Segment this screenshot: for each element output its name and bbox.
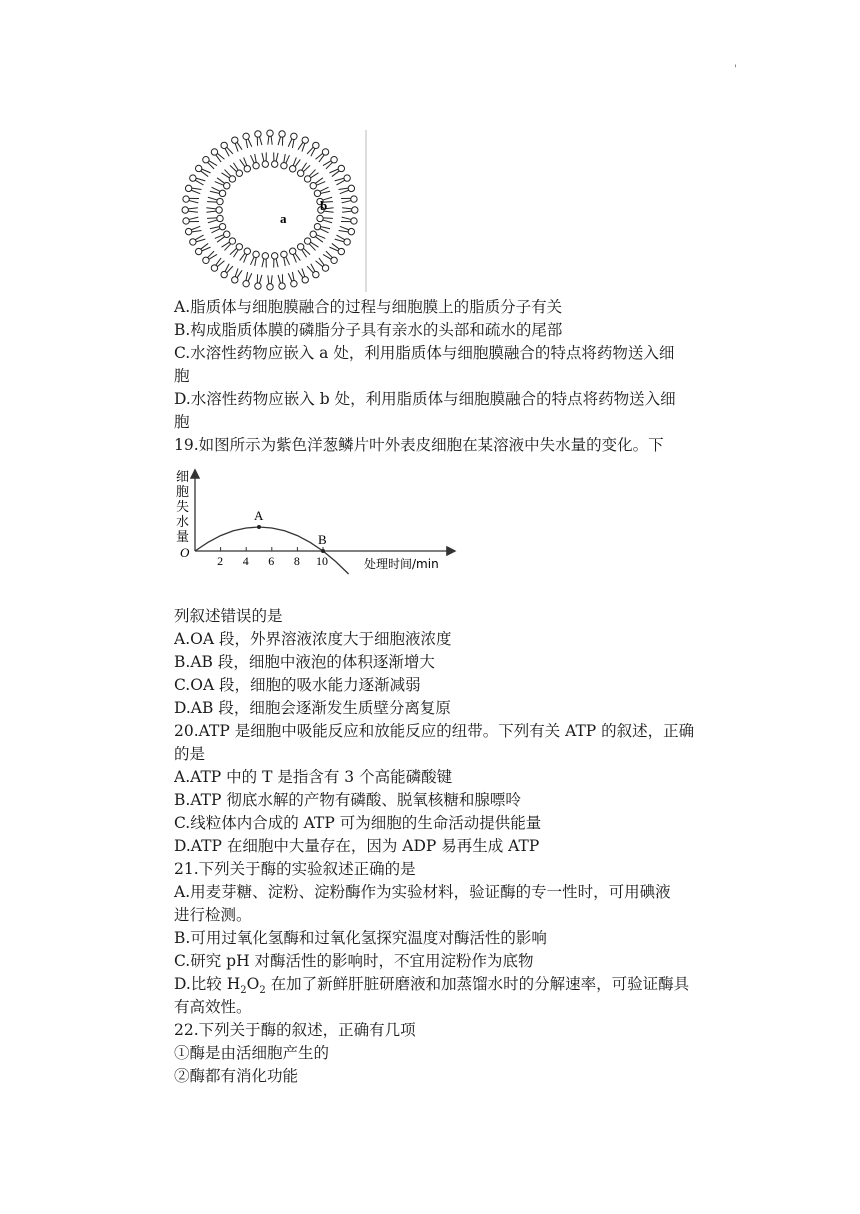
- phospholipid-head: [190, 239, 196, 245]
- phospholipid-tail: [192, 231, 201, 232]
- phospholipid-tail: [320, 187, 328, 191]
- q20-stem-line2: 的是: [174, 745, 206, 763]
- phospholipid-tail: [339, 231, 348, 232]
- q20-option-c: C.线粒体内合成的 ATP 可为细胞的生命活动提供能量: [174, 814, 542, 832]
- phospholipid-tail: [211, 187, 219, 191]
- phospholipid-tail: [276, 153, 278, 162]
- phospholipid-tail: [235, 143, 238, 151]
- phospholipid-tail: [211, 229, 219, 233]
- phospholipid-tail: [323, 220, 332, 223]
- phospholipid-head: [253, 251, 259, 257]
- phospholipid-head: [190, 175, 196, 181]
- q19-option-a: A.OA 段，外界溶液浓度大于细胞液浓度: [174, 630, 452, 648]
- phospholipid-head: [313, 142, 319, 148]
- phospholipid-tail: [342, 208, 352, 209]
- phospholipid-head: [322, 149, 328, 155]
- phospholipid-tail: [195, 235, 203, 240]
- phospholipid-head: [279, 283, 285, 289]
- q21-option-c: C.研究 pH 对酶活性的影响时，不宜用淀粉作为底物: [174, 952, 534, 970]
- phospholipid-head: [317, 215, 323, 221]
- phospholipid-tail: [336, 180, 344, 185]
- phospholipid-tail: [207, 202, 217, 203]
- phospholipid-tail: [195, 180, 203, 185]
- phospholipid-head: [255, 283, 261, 289]
- phospholipid-head: [291, 133, 297, 139]
- phospholipid-tail: [255, 154, 257, 163]
- phospholipid-head: [314, 223, 320, 229]
- phospholipid-head: [229, 176, 235, 182]
- x-tick-label: 8: [293, 554, 300, 568]
- phospholipid-head: [183, 196, 189, 202]
- phospholipid-head: [271, 253, 277, 259]
- corner-mark: ': [734, 64, 737, 75]
- phospholipid-tail: [271, 136, 272, 145]
- q19-stem-line2: 列叙述错误的是: [174, 607, 283, 625]
- phospholipid-head: [351, 196, 357, 202]
- phospholipid-head: [348, 185, 354, 191]
- phospholipid-tail: [278, 275, 280, 283]
- origin-label: O: [180, 545, 190, 560]
- phospholipid-head: [304, 176, 310, 182]
- phospholipid-tail: [208, 220, 217, 223]
- phospholipid-tail: [302, 143, 305, 151]
- phospholipid-outer-layer: [182, 130, 358, 290]
- phospholipid-tail: [259, 137, 261, 145]
- x-tick-label: 4: [242, 554, 249, 568]
- phospholipid-head: [185, 228, 191, 234]
- phospholipid-head: [313, 271, 319, 277]
- phospholipid-tail: [189, 217, 198, 219]
- phospholipid-tail: [237, 142, 242, 149]
- q18-option-c-line1: C.水溶性药物应嵌入 a 处，利用脂质体与细胞膜融合的特点将药物送入细: [174, 344, 675, 362]
- phospholipid-tail: [191, 226, 200, 229]
- phospholipid-head: [281, 162, 287, 168]
- phospholipid-tail: [302, 268, 305, 276]
- phospholipid-tail: [339, 188, 348, 189]
- phospholipid-tail: [278, 137, 280, 145]
- q21-d-prefix: D.比较 H: [174, 975, 241, 993]
- phospholipid-tail: [235, 268, 238, 276]
- q21-option-a-line2: 进行检测。: [174, 906, 252, 924]
- phospholipid-tail: [295, 159, 300, 166]
- q21-d-rest: 在加了新鲜肝脏研磨液和加蒸馏水时的分解速率，可验证酶具: [265, 975, 690, 993]
- phospholipid-head: [279, 131, 285, 137]
- phospholipid-tail: [259, 275, 261, 283]
- q18-option-a: A.脂质体与细胞膜融合的过程与细胞膜上的脂质分子有关: [174, 298, 563, 316]
- phospholipid-head: [267, 130, 273, 136]
- phospholipid-head: [291, 280, 297, 286]
- phospholipid-tail: [286, 155, 290, 163]
- phospholipid-head: [217, 215, 223, 221]
- x-tick-label: 10: [316, 554, 328, 568]
- phospholipid-head: [262, 161, 268, 167]
- q21-d-sub1: 2: [240, 985, 247, 997]
- point-label-a: A: [254, 508, 264, 523]
- phospholipid-head: [271, 161, 277, 167]
- phospholipid-head: [255, 131, 261, 137]
- q18-option-b: B.构成脂质体膜的磷脂分子具有亲水的头部和疏水的尾部: [174, 321, 563, 339]
- q22-stem: 22.下列关于酶的叙述，正确有几项: [174, 1021, 416, 1039]
- phospholipid-tail: [237, 270, 242, 277]
- phospholipid-tail: [250, 155, 254, 163]
- phospholipid-head: [224, 231, 230, 237]
- phospholipid-tail: [342, 211, 352, 212]
- phospholipid-head: [297, 170, 303, 176]
- phospholipid-tail: [262, 259, 264, 268]
- x-tick-label: 2: [217, 554, 224, 568]
- phospholipid-tail: [255, 257, 257, 266]
- phospholipid-inner-layer: [206, 152, 333, 267]
- q20-option-b: B.ATP 彻底水解的产物有磷酸、脱氧核糖和腺嘌呤: [174, 791, 521, 809]
- phospholipid-head: [219, 223, 225, 229]
- phospholipid-tail: [268, 136, 269, 145]
- phospholipid-head: [224, 183, 230, 189]
- phospholipid-tail: [210, 227, 219, 229]
- q19-option-b: B.AB 段，细胞中液泡的体积逐渐增大: [174, 653, 435, 671]
- y-axis-label: 细胞失水量: [176, 470, 190, 545]
- phospholipid-tail: [340, 226, 349, 229]
- phospholipid-head: [216, 207, 222, 213]
- phospholipid-head: [351, 218, 357, 224]
- phospholipid-tail: [240, 253, 245, 260]
- q18-option-c-line2: 胞: [174, 367, 190, 385]
- phospholipid-tail: [246, 139, 248, 148]
- q20-option-a: A.ATP 中的 T 是指含有 3 个高能磷酸键: [174, 768, 453, 786]
- phospholipid-tail: [342, 217, 351, 219]
- phospholipid-tail: [321, 227, 330, 229]
- phospholipid-head: [344, 175, 350, 181]
- phospholipid-tail: [189, 201, 198, 203]
- phospholipid-head: [229, 238, 235, 244]
- label-a: a: [280, 211, 287, 226]
- phospholipid-tail: [196, 178, 205, 181]
- q19-option-c: C.OA 段，细胞的吸水能力逐渐减弱: [174, 676, 421, 694]
- phospholipid-tail: [342, 201, 351, 203]
- phospholipid-tail: [192, 188, 201, 189]
- phospholipid-head: [183, 218, 189, 224]
- q22-item-2: ②酶都有消化功能: [174, 1067, 299, 1085]
- q21-option-a-line1: A.用麦芽糖、淀粉、淀粉酶作为实验材料，验证酶的专一性时，可用碘液: [174, 883, 671, 901]
- q21-d-sub2: 2: [259, 985, 266, 997]
- phospholipid-tail: [292, 272, 294, 281]
- phospholipid-head: [195, 248, 201, 254]
- phospholipid-head: [348, 228, 354, 234]
- q20-option-d: D.ATP 在细胞中大量存在，因为 ADP 易再生成 ATP: [174, 837, 540, 855]
- phospholipid-head: [331, 257, 337, 263]
- phospholipid-head: [281, 251, 287, 257]
- phospholipid-tail: [206, 208, 216, 209]
- phospholipid-tail: [288, 139, 292, 147]
- phospholipid-tail: [191, 190, 200, 193]
- phospholipid-tail: [323, 218, 333, 219]
- phospholipid-head: [331, 157, 337, 163]
- phospholipid-tail: [248, 273, 252, 281]
- phospholipid-tail: [321, 191, 330, 193]
- x-ticks: [217, 547, 328, 568]
- phospholipid-tail: [276, 259, 278, 268]
- phospholipid-tail: [240, 159, 245, 166]
- phospholipid-head: [314, 190, 320, 196]
- q20-stem-line1: 20.ATP 是细胞中吸能反应和放能反应的纽带。下列有关 ATP 的叙述，正确: [174, 722, 695, 740]
- q21-option-b: B.可用过氧化氢酶和过氧化氢探究温度对酶活性的影响: [174, 929, 547, 947]
- phospholipid-head: [267, 284, 273, 290]
- phospholipid-tail: [244, 254, 247, 262]
- q21-stem: 21.下列关于酶的实验叙述正确的是: [174, 860, 416, 878]
- phospholipid-head: [352, 207, 358, 213]
- q22-item-1: ①酶是由活细胞产生的: [174, 1044, 330, 1062]
- phospholipid-head: [236, 170, 242, 176]
- phospholipid-tail: [188, 208, 198, 209]
- phospholipid-tail: [188, 211, 198, 212]
- phospholipid-head: [253, 162, 259, 168]
- liposome-diagram: [176, 128, 370, 294]
- phospholipid-tail: [248, 139, 252, 147]
- phospholipid-tail: [196, 239, 205, 242]
- phospholipid-head: [182, 207, 188, 213]
- q18-option-d-line1: D.水溶性药物应嵌入 b 处，利用脂质体与细胞膜融合的特点将药物送入细: [174, 390, 676, 408]
- phospholipid-tail: [320, 229, 328, 233]
- phospholipid-tail: [246, 272, 248, 281]
- phospholipid-head: [322, 265, 328, 271]
- phospholipid-tail: [292, 139, 294, 148]
- phospholipid-tail: [206, 211, 216, 212]
- water-loss-chart: [170, 465, 470, 585]
- phospholipid-head: [185, 185, 191, 191]
- x-tick-label: 6: [268, 554, 275, 568]
- phospholipid-head: [219, 190, 225, 196]
- phospholipid-tail: [210, 191, 219, 193]
- phospholipid-head: [211, 265, 217, 271]
- q18-option-d-line2: 胞: [174, 413, 190, 431]
- phospholipid-head: [195, 165, 201, 171]
- phospholipid-head: [310, 183, 316, 189]
- phospholipid-tail: [244, 157, 247, 165]
- phospholipid-tail: [293, 157, 296, 165]
- phospholipid-head: [211, 149, 217, 155]
- phospholipid-tail: [336, 235, 344, 240]
- phospholipid-tail: [288, 273, 292, 281]
- phospholipid-tail: [250, 257, 254, 265]
- phospholipid-tail: [208, 197, 217, 200]
- q21-option-d-line2: 有高效性。: [174, 998, 252, 1016]
- phospholipid-tail: [295, 253, 300, 260]
- phospholipid-head: [236, 244, 242, 250]
- q19-option-d: D.AB 段，细胞会逐渐发生质壁分离复原: [174, 699, 451, 717]
- phospholipid-tail: [335, 239, 344, 242]
- phospholipid-head: [262, 253, 268, 259]
- phospholipid-head: [297, 244, 303, 250]
- phospholipid-head: [243, 133, 249, 139]
- phospholipid-tail: [271, 275, 272, 284]
- phospholipid-tail: [340, 190, 349, 193]
- phospholipid-tail: [298, 142, 303, 149]
- phospholipid-tail: [207, 218, 217, 219]
- phospholipid-head: [344, 239, 350, 245]
- x-axis-label: 处理时间/min: [364, 557, 439, 571]
- label-b: b: [320, 198, 328, 213]
- phospholipid-head: [203, 157, 209, 163]
- phospholipid-head: [221, 271, 227, 277]
- phospholipid-tail: [284, 257, 286, 266]
- phospholipid-head: [203, 257, 209, 263]
- phospholipid-head: [221, 142, 227, 148]
- point-a: [257, 525, 261, 529]
- phospholipid-head: [338, 248, 344, 254]
- phospholipid-tail: [293, 254, 296, 262]
- phospholipid-tail: [284, 154, 286, 163]
- phospholipid-tail: [268, 275, 269, 284]
- phospholipid-tail: [262, 153, 264, 162]
- phospholipid-tail: [298, 270, 303, 277]
- phospholipid-tail: [335, 178, 344, 181]
- phospholipid-head: [217, 198, 223, 204]
- q19-stem-line1: 19.如图所示为紫色洋葱鳞片叶外表皮细胞在某溶液中失水量的变化。下: [174, 436, 664, 454]
- phospholipid-head: [243, 280, 249, 286]
- point-b: [321, 549, 325, 553]
- point-label-b: B: [318, 532, 327, 547]
- phospholipid-head: [310, 231, 316, 237]
- phospholipid-head: [338, 165, 344, 171]
- phospholipid-tail: [286, 257, 290, 265]
- phospholipid-head: [304, 238, 310, 244]
- q21-d-mid: O: [246, 975, 260, 993]
